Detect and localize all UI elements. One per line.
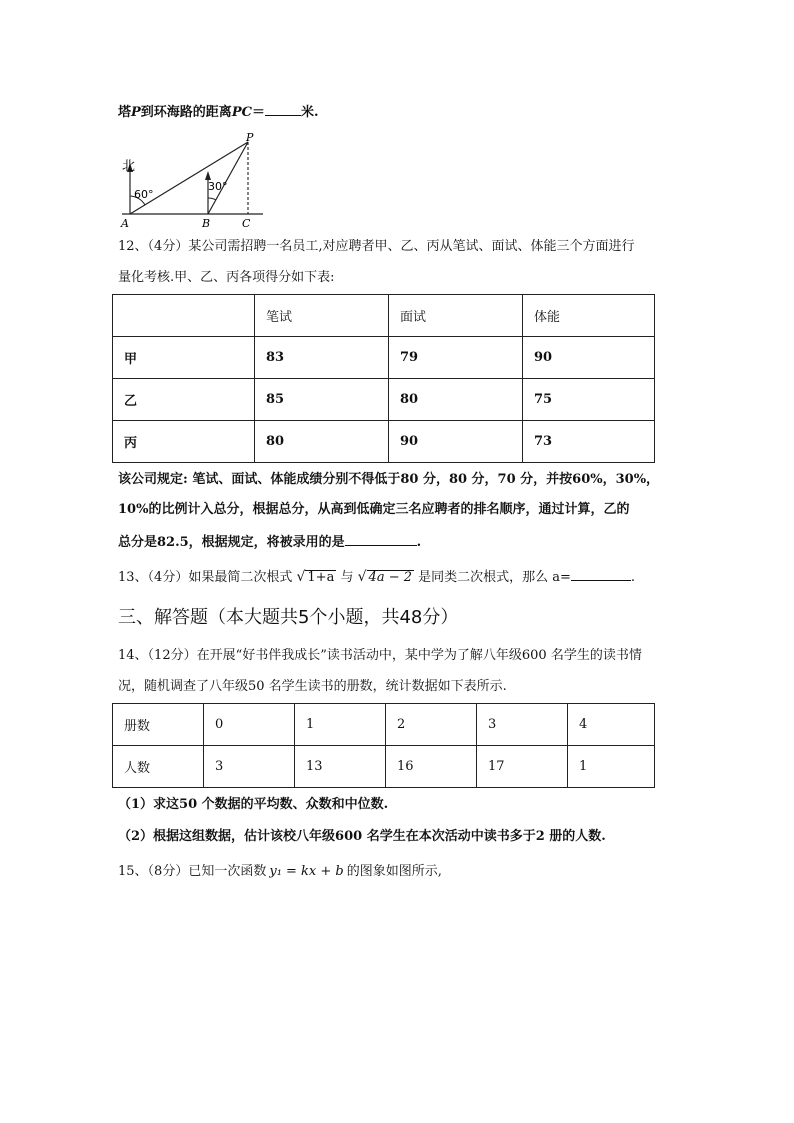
table-cell: 甲	[113, 337, 255, 379]
q14-part-2	[118, 827, 606, 847]
table-row	[113, 704, 655, 746]
table-cell: 1	[295, 704, 386, 746]
q13-score: （4分）	[147, 570, 189, 585]
table-cell: 80	[389, 379, 523, 421]
angle-arc-b	[208, 198, 216, 200]
table-cell: 90	[389, 421, 523, 463]
q15-number: 15、	[118, 864, 148, 879]
q13-text-d: .	[630, 570, 636, 585]
q14-part-1	[118, 795, 388, 815]
q12-rule-1: 该公司规定: 笔试、面试、体能成绩分别不得低于80 分，80 分，70 分，并按60%，30%，	[118, 472, 660, 487]
table-cell: 1	[568, 746, 655, 788]
table-cell: 85	[255, 379, 389, 421]
q12-text-1: 某公司需招聘一名员工,对应聘者甲、乙、丙从笔试、面试、体能三个方面进行	[188, 239, 635, 254]
header-cell	[113, 295, 255, 337]
point-p-label: P	[246, 131, 254, 144]
q15-text-a: 已知一次函数	[188, 864, 267, 879]
table-cell: 17	[477, 746, 568, 788]
header-cell: 体能	[523, 295, 655, 337]
q14-part-2-label: （2）	[118, 829, 154, 844]
q14-part-1-text: 求这50 个数据的平均数、众数和中位数.	[153, 797, 389, 812]
segment-bp	[208, 142, 248, 214]
q14-line-2: 况，随机调查了八年级50 名学生读书的册数，统计数据如下表所示.	[118, 679, 507, 694]
q12-answer-blank	[345, 533, 417, 546]
q11-equals: ＝	[251, 105, 265, 120]
table-row	[113, 379, 655, 421]
table-cell: 4	[568, 704, 655, 746]
table-row	[113, 746, 655, 788]
table-cell: 人数	[113, 746, 204, 788]
q12-line-1	[118, 237, 634, 257]
q13-radicand-2: 4a − 2	[368, 570, 412, 585]
q12-number: 12、	[118, 239, 148, 254]
q11-var-pc: PC	[231, 105, 252, 120]
table-cell: 80	[255, 421, 389, 463]
table-cell: 90	[523, 337, 655, 379]
q11-answer-blank	[265, 103, 301, 116]
q15-formula: y₁ = kx + b	[269, 864, 344, 879]
table-cell: 乙	[113, 379, 255, 421]
table-cell: 3	[204, 746, 295, 788]
q13-line	[118, 567, 635, 588]
table-row	[113, 421, 655, 463]
q11-var-p: P	[131, 105, 141, 120]
q13-number: 13、	[118, 570, 148, 585]
q13-answer-blank	[571, 568, 631, 581]
table-cell: 16	[386, 746, 477, 788]
table-cell: 2	[386, 704, 477, 746]
table-cell: 13	[295, 746, 386, 788]
table-cell: 3	[477, 704, 568, 746]
q12-rule-3	[118, 533, 421, 553]
segment-ap	[130, 142, 248, 214]
q13-text-b: 与	[340, 570, 354, 585]
header-cell: 面试	[389, 295, 523, 337]
q11-text	[118, 103, 318, 123]
table-cell: 75	[523, 379, 655, 421]
q15-score: （8分）	[147, 864, 189, 879]
q14-score: （12分）	[147, 648, 197, 663]
q15-text-b: 的图象如图所示,	[346, 864, 442, 879]
q12-rule-2: 10%的比例计入总分，根据总分，从高到低确定三名应聘者的排名顺序，通过计算，乙的	[118, 502, 630, 517]
q14-number: 14、	[118, 648, 148, 663]
q14-part-2-text: 根据这组数据，估计该校八年级600 名学生在本次活动中读书多于2 册的人数.	[153, 829, 606, 844]
point-b-label: B	[202, 217, 211, 230]
q14-part-1-label: （1）	[118, 797, 154, 812]
header-cell: 笔试	[255, 295, 389, 337]
q11-geometry-figure	[118, 130, 268, 230]
q12-line-2: 量化考核.甲、乙、丙各项得分如下表:	[118, 270, 335, 285]
table-header-row	[113, 295, 655, 337]
q15-line	[118, 862, 442, 882]
north-label: 北	[122, 159, 136, 174]
angle-a-label: 60°	[134, 188, 154, 201]
q12-rule-3-end: .	[416, 535, 422, 550]
table-cell: 0	[204, 704, 295, 746]
sqrt-symbol: √	[296, 569, 306, 585]
section-3-heading: 三、解答题（本大题共5个小题，共48分）	[118, 607, 459, 628]
point-a-label: A	[121, 217, 129, 230]
q14-line-1	[118, 646, 642, 666]
q13-radicand-1: 1+a	[307, 570, 335, 585]
table-cell: 83	[255, 337, 389, 379]
north-arrow-head-b	[205, 171, 211, 180]
q11-suffix: 米.	[300, 105, 319, 120]
table-cell: 丙	[113, 421, 255, 463]
angle-b-label: 30°	[208, 180, 228, 193]
table-cell: 册数	[113, 704, 204, 746]
table-row	[113, 337, 655, 379]
table-cell: 79	[389, 337, 523, 379]
q12-score-table	[112, 294, 655, 463]
q12-rule-3-text: 总分是82.5，根据规定，将被录用的是	[118, 535, 345, 550]
table-cell: 73	[523, 421, 655, 463]
q12-score: （4分）	[147, 239, 189, 254]
q11-prefix: 塔	[118, 105, 132, 120]
point-c-label: C	[242, 217, 251, 230]
q14-data-table	[112, 703, 655, 788]
sqrt-symbol: √	[357, 569, 367, 585]
q13-text-a: 如果最简二次根式	[188, 570, 293, 585]
q13-text-c: 是同类二次根式，那么 a=	[418, 570, 571, 585]
q11-middle: 到环海路的距离	[140, 105, 232, 120]
q14-text-1: 在开展“好书伴我成长”读书活动中，某中学为了解八年级600 名学生的读书情	[196, 648, 642, 663]
